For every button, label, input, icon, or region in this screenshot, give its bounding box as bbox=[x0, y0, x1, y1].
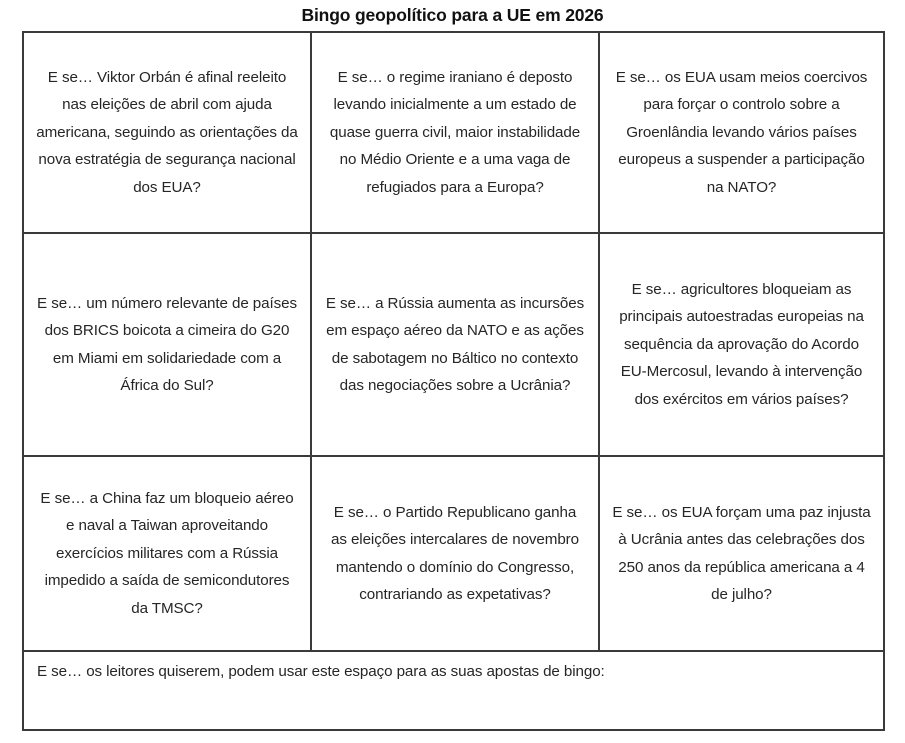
bingo-cell-text: E se… o regime iraniano é deposto levando inicialmente a um estado de quase guerra civil, maior instabilidade no Médio Oriente e a uma vaga de refugiados para a Europa? bbox=[329, 68, 581, 196]
page-title: Bingo geopolítico para a UE em 2026 bbox=[301, 5, 604, 25]
bingo-cell-4[interactable] bbox=[24, 234, 310, 455]
bingo-cell-text: E se… os EUA forçam uma paz injusta à Ucrânia antes das celebrações dos 250 anos da república americana a 4 de julho? bbox=[612, 503, 871, 603]
bingo-grid bbox=[22, 31, 885, 731]
bingo-row bbox=[24, 455, 883, 650]
bingo-cell-text: E se… a Rússia aumenta as incursões em espaço aéreo da NATO e as ações de sabotagem no Báltico no contexto das negociações sobre a Ucrânia? bbox=[325, 294, 585, 394]
bingo-cell-1[interactable] bbox=[24, 33, 310, 232]
bingo-cell-8[interactable] bbox=[310, 457, 598, 650]
bingo-cell-7[interactable] bbox=[24, 457, 310, 650]
bingo-cell-3[interactable] bbox=[598, 33, 883, 232]
bingo-cell-text: E se… agricultores bloqueiam as principais autoestradas europeias na sequência da aprovação do Acordo EU-Mercosul, levando à intervenção dos exércitos em vários países? bbox=[619, 280, 864, 408]
bingo-cell-text: E se… Viktor Orbán é afinal reeleito nas eleições de abril com ajuda americana, seguindo as orientações da nova estratégia de segurança nacional dos EUA? bbox=[36, 68, 298, 196]
bingo-cell-5[interactable] bbox=[310, 234, 598, 455]
bingo-cell-text: E se… a China faz um bloqueio aéreo e naval a Taiwan aproveitando exercícios militares com a Rússia impedido a saída de semicondutores da TMSC? bbox=[40, 489, 294, 617]
bingo-cell-text: E se… um número relevante de países dos BRICS boicota a cimeira do G20 em Miami em solidariedade com a África do Sul? bbox=[37, 294, 297, 394]
bingo-cell-text: E se… o Partido Republicano ganha as eleições intercalares de novembro mantendo o domínio do Congresso, contrariando as expetativas? bbox=[331, 503, 579, 603]
bingo-free-space-label: E se… os leitores quiserem, podem usar este espaço para as suas apostas de bingo: bbox=[37, 663, 605, 680]
bingo-cell-6[interactable] bbox=[598, 234, 883, 455]
bingo-cell-text: E se… os EUA usam meios coercivos para forçar o controlo sobre a Groenlândia levando vários países europeus a suspender a participação na NATO? bbox=[615, 68, 868, 196]
bingo-cell-2[interactable] bbox=[310, 33, 598, 232]
bingo-row bbox=[24, 33, 883, 232]
bingo-cell-9[interactable] bbox=[598, 457, 883, 650]
bingo-free-space-row[interactable] bbox=[24, 650, 883, 729]
bingo-row bbox=[24, 232, 883, 455]
